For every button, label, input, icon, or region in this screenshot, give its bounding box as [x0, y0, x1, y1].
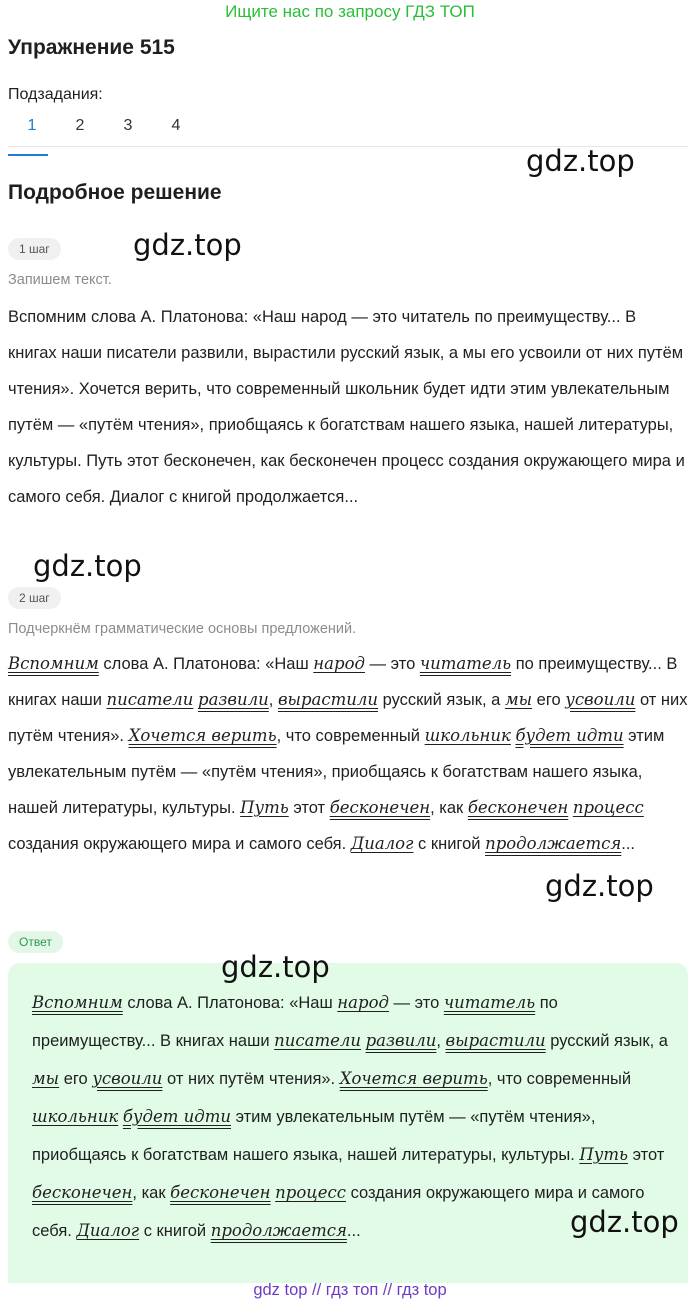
watermark: gdz.top: [526, 144, 635, 178]
answer-text-fragment: русский язык, а: [545, 1032, 668, 1050]
answer-subject: школьник: [32, 1107, 119, 1126]
answer-subject: мы: [32, 1069, 60, 1088]
answer-badge: Ответ: [8, 931, 63, 953]
step-2-subject: Диалог: [350, 834, 414, 853]
subtasks-label: Подзадания:: [8, 86, 103, 103]
step-2-text-fragment: по преимуществу... В книгах наши: [8, 655, 678, 709]
step-2-text-fragment: , как: [430, 799, 468, 817]
answer-text-fragment: этот: [627, 1146, 665, 1164]
step-2-subject: Путь: [240, 798, 289, 817]
step-2-predicate: Хочется верить: [128, 726, 277, 745]
answer-predicate: вырастили: [445, 1031, 546, 1050]
step-2-subject: процесс: [572, 798, 644, 817]
watermark: gdz.top: [570, 1205, 679, 1239]
answer-predicate: Хочется верить: [339, 1069, 488, 1088]
step-2-text-fragment: с книгой: [413, 835, 486, 853]
answer-text-fragment: — это: [388, 994, 444, 1012]
step-2-text-fragment: слова А. Платонова: «Наш: [98, 655, 314, 673]
watermark: gdz.top: [221, 950, 330, 984]
tab-4[interactable]: 4: [171, 117, 181, 134]
answer-text-fragment: его: [59, 1070, 93, 1088]
step-2-text-fragment: ...: [621, 835, 636, 853]
subtask-tabs: [8, 114, 200, 148]
answer-subject: народ: [337, 993, 389, 1012]
section-title: Подробное решение: [8, 181, 222, 204]
answer-subject: процесс: [275, 1183, 347, 1202]
step-2-subject: писатели: [106, 690, 194, 709]
answer-text-fragment: ,: [436, 1032, 446, 1050]
answer-text-fragment: этим увлекательным путём — «путём чтения», приобщаясь к богатствам нашего языка, нашей литературы, культуры.: [32, 1108, 596, 1164]
page-title: Упражнение 515: [8, 36, 175, 59]
answer-subject: писатели: [274, 1031, 362, 1050]
answer-text-fragment: слова А. Платонова: «Наш: [122, 994, 338, 1012]
step-2-predicate: Вспомним: [8, 654, 99, 673]
watermark: gdz.top: [33, 549, 142, 583]
step-2-predicate: вырастили: [277, 690, 379, 709]
step-2-subject: мы: [504, 690, 533, 709]
answer-predicate: Вспомним: [32, 993, 123, 1012]
answer-predicate: развили: [365, 1031, 437, 1050]
answer-text-fragment: от них путём чтения».: [162, 1070, 340, 1088]
step-1-badge: 1 шаг: [8, 238, 61, 260]
step-2-badge: 2 шаг: [8, 587, 61, 609]
step-2-hint: Подчеркнём грамматические основы предложений.: [8, 621, 357, 637]
answer-predicate: бесконечен: [32, 1183, 133, 1202]
step-1-hint: Запишем текст.: [8, 272, 112, 288]
step-2-predicate: усвоили: [565, 690, 636, 709]
step-2-predicate: продолжается: [485, 834, 622, 853]
step-2-predicate: читатель: [419, 654, 512, 673]
answer-text-fragment: по преимуществу... В книгах наши: [32, 994, 558, 1050]
step-2-predicate: развили: [198, 690, 269, 709]
step-2-text-fragment: , что современный: [276, 727, 425, 745]
step-2-predicate: бесконечен: [467, 798, 569, 817]
step-2-predicate: будет идти: [515, 726, 624, 745]
step-2-annotated-text: [8, 646, 688, 862]
step-2-text-fragment: его: [532, 691, 566, 709]
answer-text-fragment: , что современный: [487, 1070, 632, 1088]
step-2-text-fragment: русский язык, а: [378, 691, 505, 709]
answer-text-fragment: , как: [132, 1184, 171, 1202]
step-2-text-fragment: создания окружающего мира и самого себя.: [8, 835, 351, 853]
step-2-text-fragment: — это: [364, 655, 420, 673]
tab-3[interactable]: 3: [123, 117, 133, 134]
footer-links: gdz top // гдз топ // гдз top: [253, 1281, 447, 1299]
step-1-text: Вспомним слова А. Платонова: «Наш народ — это читатель по преимуществу... В книгах наши писатели развили, вырастили русский язык, а мы его усвоили от них путём чтения». Хочется верить, что современный школьник будет идти этим увлекательным путём — «путём чтения», приобщаясь к богатствам нашего языка, нашей литературы, культуры. Путь этот бесконечен, как бесконечен процесс создания окружающего мира и самого себя. Диалог с книгой продолжается...: [8, 308, 685, 506]
step-2-text-fragment: этим увлекательным путём — «путём чтения», приобщаясь к богатствам нашего языка, нашей литературы, культуры.: [8, 727, 665, 817]
step-2-text-fragment: ,: [268, 691, 278, 709]
step-2-predicate: бесконечен: [329, 798, 431, 817]
answer-text-fragment: создания окружающего мира и самого себя.: [32, 1184, 645, 1240]
answer-subject: Диалог: [76, 1221, 140, 1240]
answer-text-fragment: с книгой: [139, 1222, 211, 1240]
tab-1[interactable]: 1: [8, 114, 56, 148]
answer-text-fragment: ...: [346, 1222, 361, 1240]
answer-predicate: читатель: [443, 993, 536, 1012]
step-2-subject: народ: [313, 654, 365, 673]
answer-predicate: будет идти: [122, 1107, 231, 1126]
step-2-text-fragment: от них путём чтения».: [8, 691, 688, 745]
step-2-text-fragment: этот: [288, 799, 330, 817]
answer-predicate: продолжается: [210, 1221, 347, 1240]
watermark: gdz.top: [545, 869, 654, 903]
answer-subject: Путь: [579, 1145, 628, 1164]
tab-2[interactable]: 2: [75, 117, 85, 134]
answer-predicate: бесконечен: [170, 1183, 271, 1202]
step-2-subject: школьник: [424, 726, 511, 745]
answer-predicate: усвоили: [92, 1069, 163, 1088]
search-banner: Ищите нас по запросу ГДЗ ТОП: [225, 2, 475, 21]
watermark: gdz.top: [133, 228, 242, 262]
